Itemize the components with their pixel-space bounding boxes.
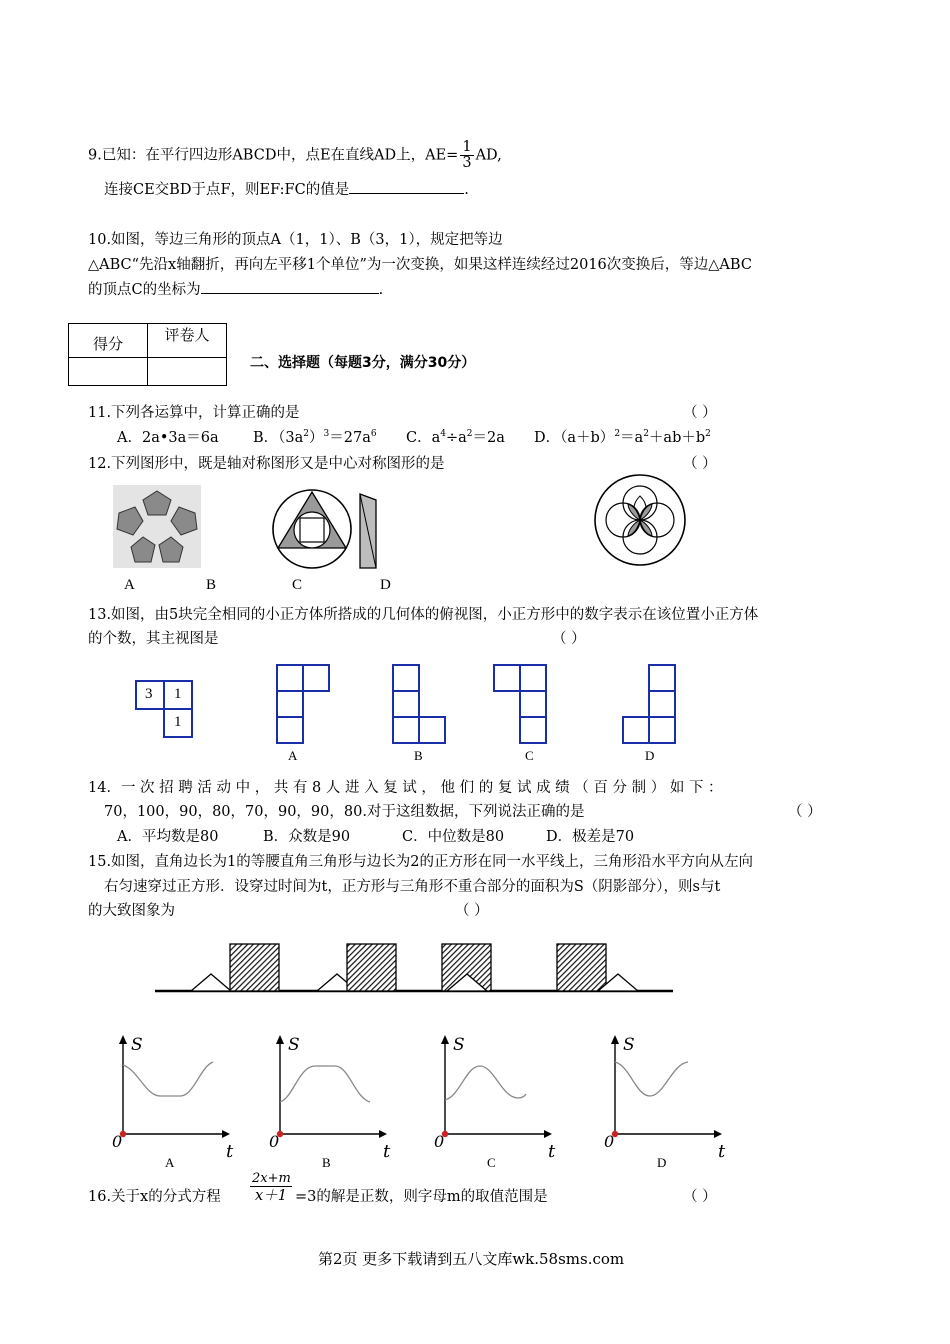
q11-option-a[interactable]: A．2a•3a＝6a	[117, 430, 219, 446]
q13-label-c[interactable]: C	[525, 748, 534, 763]
q9-answer-blank[interactable]	[349, 179, 464, 194]
q14-option-d[interactable]: D．极差是70	[546, 829, 635, 845]
q11-c-pre: C．a	[406, 430, 441, 446]
q12-figure-d	[592, 472, 688, 568]
q15-graph-c-xlabel: t	[548, 1141, 556, 1162]
q16-fraction	[250, 1172, 292, 1205]
q11-c-sup1: 4	[440, 429, 446, 440]
q15-graph-b-ylabel: S	[288, 1035, 300, 1055]
q15-graph-a-ylabel: S	[131, 1035, 143, 1055]
q13-grid-num-2: 1	[174, 686, 182, 702]
q9-text-post: AD,	[475, 147, 502, 164]
q15-line2: 右匀速穿过正方形．设穿过时间为t，正方形与三角形不重合部分的面积为S（阴影部分），则s与t	[104, 879, 721, 895]
q11-d-post: ＋ab＋b	[648, 430, 706, 446]
q13-label-b[interactable]: B	[414, 748, 423, 763]
q14-option-c[interactable]: C．中位数是80	[402, 829, 505, 845]
score-cell[interactable]	[69, 358, 148, 386]
score-table	[68, 323, 227, 386]
q9-frac-num: 1	[462, 139, 472, 155]
q14-line2: 70，100，90，80，70，90，90，80.对于这组数据，下列说法正确的是	[104, 804, 585, 820]
q11-d-sup2: 2	[643, 429, 649, 440]
q13-grid-num-3: 1	[174, 714, 182, 730]
q11-option-b[interactable]	[253, 426, 377, 447]
q16-answer-paren[interactable]: （ ）	[683, 1189, 717, 1205]
q13-option-c-figure	[493, 664, 553, 746]
q9-line2	[104, 178, 469, 199]
q9-frac-den: 3	[462, 155, 472, 172]
q16-text-post: =3的解是正数，则字母m的取值范围是	[295, 1189, 548, 1205]
q10-line3-text: 的顶点C的坐标为	[88, 282, 201, 298]
q15-graph-b-origin: 0	[269, 1132, 280, 1151]
q12-figure-bc	[272, 486, 382, 572]
page-footer: 第2页 更多下载请到五八文库wk.58sms.com	[318, 1250, 625, 1268]
q15-answer-paren[interactable]: （ ）	[455, 903, 489, 919]
q11-b-sup3: 6	[370, 429, 377, 440]
q13-label-a[interactable]: A	[288, 748, 298, 763]
q11-d-sup3: 2	[705, 429, 711, 440]
q13-option-a-figure	[276, 664, 336, 746]
q15-label-a[interactable]: A	[165, 1155, 175, 1170]
q15-line1: 15.如图，直角边长为1的等腰直角三角形与边长为2的正方形在同一水平线上，三角形沿水平方向从左向	[88, 854, 754, 870]
q15-graph-c	[430, 1032, 560, 1162]
q9-line2-text: 连接CE交BD于点F，则EF:FC的值是	[104, 182, 350, 198]
q10-end: .	[378, 282, 384, 298]
score-header: 得分	[69, 324, 148, 358]
q10-line3	[88, 278, 383, 299]
q12-label-c[interactable]: C	[292, 577, 303, 593]
q15-process-diagram	[155, 940, 675, 995]
q14-option-a[interactable]: A．平均数是80	[117, 829, 219, 845]
q11-b-eq: ＝27a	[329, 430, 371, 446]
q15-graph-c-origin: 0	[434, 1132, 445, 1151]
q13-line1: 13.如图，由5块完全相同的小正方体所搭成的几何体的俯视图，小正方形中的数字表示在该位置小正方体	[88, 607, 759, 623]
q15-graph-d	[600, 1032, 730, 1162]
q11-b-mid: ）	[309, 430, 324, 446]
q15-graph-b	[265, 1032, 395, 1162]
q13-label-d[interactable]: D	[645, 748, 655, 763]
q9-end: .	[464, 182, 469, 198]
section2-title: 二、选择题（每题3分，满分30分）	[250, 355, 476, 371]
q12-stem: 12.下列图形中，既是轴对称图形又是中心对称图形的是	[88, 456, 445, 472]
q14-line1: 14．一 次 招 聘 活 动 中 ， 共 有 8 人 进 入 复 试 ， 他 们 的 复 试 成 绩 （ 百 分 制 ） 如 下 ：	[88, 780, 723, 796]
q11-stem: 11.下列各运算中，计算正确的是	[88, 405, 300, 421]
q15-line3: 的大致图象为	[88, 903, 175, 919]
q11-d-sup1: 2	[614, 429, 621, 440]
q15-graph-a	[108, 1032, 238, 1162]
q12-label-a[interactable]: A	[124, 577, 135, 593]
q11-c-post: ＝2a	[472, 430, 505, 446]
q12-answer-paren[interactable]: （ ）	[683, 456, 717, 472]
q11-b-sup2: 3	[323, 429, 330, 440]
q9-text-pre: 9.已知：在平行四边形ABCD中，点E在直线AD上，AE=	[88, 147, 459, 164]
q11-c-sup2: 2	[466, 429, 473, 440]
q11-b-sup1: 2	[303, 429, 310, 440]
q10-line1: 10.如图，等边三角形的顶点A（1，1）、B（3，1），规定把等边	[88, 232, 503, 248]
q14-option-b[interactable]: B．众数是90	[263, 829, 351, 845]
q15-graph-b-xlabel: t	[383, 1141, 391, 1162]
grader-header: 评卷人	[148, 324, 227, 358]
q15-graph-a-origin: 0	[112, 1132, 123, 1151]
q9-fraction	[460, 140, 473, 171]
q9-line1	[88, 140, 502, 171]
q11-option-c[interactable]	[406, 426, 505, 447]
q11-b-pre: B．（3a	[253, 430, 304, 446]
q13-option-b-figure	[392, 664, 452, 746]
q11-c-mid: ÷a	[445, 430, 467, 446]
q15-graph-a-xlabel: t	[226, 1141, 234, 1162]
q11-option-d[interactable]	[534, 426, 711, 447]
grader-cell[interactable]	[148, 358, 227, 386]
q15-graph-d-xlabel: t	[718, 1141, 726, 1162]
q12-label-d[interactable]: D	[380, 577, 391, 593]
q15-label-c[interactable]: C	[487, 1155, 496, 1170]
q13-grid-num-1: 3	[145, 686, 153, 702]
q13-answer-paren[interactable]: （ ）	[552, 631, 586, 647]
q13-top-view-grid	[135, 680, 195, 740]
q11-d-mid: ＝a	[620, 430, 644, 446]
q16-text-pre: 16.关于x的分式方程	[88, 1189, 221, 1205]
q15-graph-d-origin: 0	[604, 1132, 615, 1151]
q11-d-pre: D．（a＋b）	[534, 430, 615, 446]
q16-frac-den: x＋1	[255, 1188, 287, 1205]
q16-frac-num: 2x+m	[252, 1171, 291, 1186]
q15-graph-d-ylabel: S	[623, 1035, 635, 1055]
q15-label-b[interactable]: B	[322, 1155, 331, 1170]
q10-line2: △ABC“先沿x轴翻折，再向左平移1个单位”为一次变换，如果这样连续经过2016次变换后，等边△ABC	[88, 257, 752, 273]
q13-option-d-figure	[622, 664, 682, 746]
q14-answer-paren[interactable]: （ ）	[788, 804, 822, 820]
q10-answer-blank[interactable]	[201, 279, 379, 294]
q15-graph-c-ylabel: S	[453, 1035, 465, 1055]
q12-figure-a	[113, 485, 203, 570]
q13-line2: 的个数，其主视图是	[88, 631, 219, 647]
q11-answer-paren[interactable]: （ ）	[683, 405, 717, 421]
q15-label-d[interactable]: D	[657, 1155, 667, 1170]
q12-label-b[interactable]: B	[206, 577, 217, 593]
